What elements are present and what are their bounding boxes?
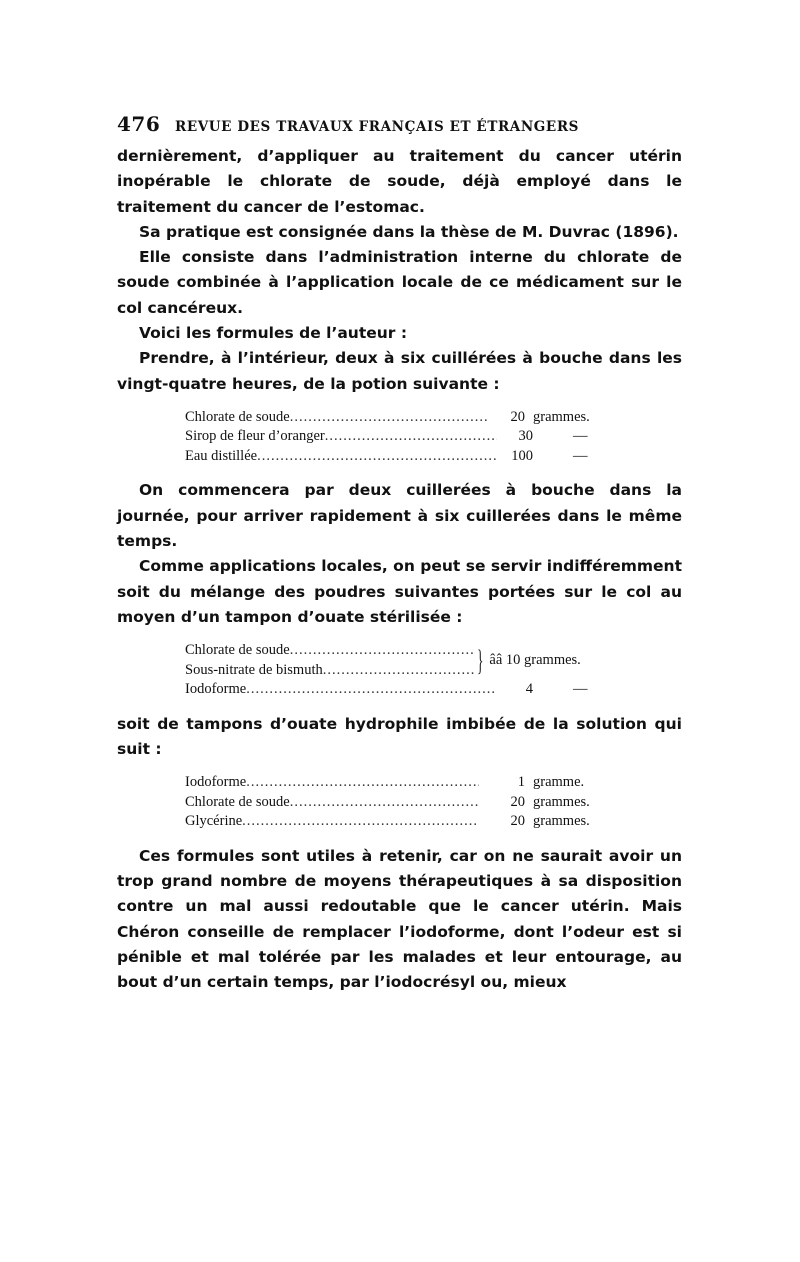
ingredient-name: Iodoforme [185, 681, 247, 698]
ingredient-quantity: 20 [510, 408, 525, 425]
page-number: 476 [117, 112, 161, 136]
leader-dots [290, 641, 475, 661]
formula-row [185, 793, 625, 813]
ingredient-unit: grammes. [533, 408, 590, 425]
ingredient-name: Iodoforme [185, 774, 247, 791]
ingredient-quantity: 4 [525, 681, 533, 698]
page-header [117, 112, 682, 144]
running-head: REVUE DES TRAVAUX FRANÇAIS ET ÉTRANGERS [175, 119, 579, 135]
formula-row [185, 773, 625, 793]
ingredient-name: Chlorate de soude [185, 642, 290, 659]
formula-row [185, 447, 625, 467]
ingredient-quantity: 20 [510, 793, 525, 810]
formula-powders [185, 641, 625, 700]
ingredient-quantity: 30 [518, 428, 533, 445]
leader-dots [246, 773, 479, 793]
formula-row [185, 408, 625, 428]
leader-dots [325, 427, 497, 447]
leader-dots [242, 812, 479, 832]
paragraph-8: soit de tampons d’ouate hydrophile imbibée de la solution qui suit : [117, 714, 682, 759]
paragraph-6: On commencera par deux cuillerées à bouche dans la journée, pour arriver rapidement à six cuillerées dans le même temps. [117, 481, 682, 551]
formula-row [185, 641, 475, 661]
leader-dots [246, 680, 497, 700]
leader-dots [323, 661, 475, 681]
leader-dots [257, 447, 497, 467]
ingredient-unit: grammes. [533, 813, 590, 830]
ingredient-quantity: 20 [510, 813, 525, 830]
formula-row [185, 427, 625, 447]
formula-row [185, 680, 625, 700]
ingredient-name: Chlorate de soude [185, 408, 290, 425]
formula-solution [185, 773, 625, 832]
leader-dots [290, 408, 489, 428]
ingredient-name: Sirop de fleur d’oranger [185, 428, 325, 445]
ditto-mark: — [573, 681, 588, 698]
ingredient-name: Eau distillée [185, 447, 258, 464]
braced-ingredients [185, 641, 625, 680]
formula-row [185, 812, 625, 832]
ditto-mark: — [573, 428, 588, 445]
paragraph-3: Elle consiste dans l’administration interne du chlorate de soude combinée à l’application locale de ce médicament sur le col cancéreux. [117, 248, 682, 317]
paragraph-7: Comme applications locales, on peut se servir indifféremment soit du mélange des poudres suivantes portées sur le col au moyen d’un tampon d’ouate stérilisée : [117, 557, 682, 626]
paragraph-9: Ces formules sont utiles à retenir, car on ne saurait avoir un trop grand nombre de moyens thérapeutiques à sa disposition contre un mal aussi redoutable que le cancer utérin. Mais Chéron conseille de remplacer l’iodoforme, dont l’odeur est si pénible et mal tolérée par les malades et leur entourage, au bout d’un certain temps, par l’iodocrésyl ou, mieux [117, 846, 682, 992]
ingredient-name: Glycérine [185, 813, 243, 830]
ingredient-quantity: 1 [517, 774, 525, 791]
formula-row [185, 661, 475, 681]
ingredient-name: Chlorate de soude [185, 793, 290, 810]
ingredient-quantity: 100 [511, 447, 533, 464]
book-page [117, 112, 682, 996]
formula-potion [185, 408, 625, 467]
ingredient-unit: gramme. [533, 774, 585, 791]
leader-dots [290, 793, 479, 813]
paragraph-5: Prendre, à l’intérieur, deux à six cuillérées à bouche dans les vingt-quatre heures, de la potion suivante : [117, 349, 682, 393]
ditto-mark: — [573, 447, 588, 464]
paragraph-2: Sa pratique est consignée dans la thèse de M. Duvrac (1896). [139, 222, 679, 241]
curly-brace: } [476, 643, 484, 677]
paragraph-4: Voici les formules de l’auteur : [139, 324, 408, 343]
ingredient-name: Sous-nitrate de bismuth [185, 661, 323, 678]
shared-quantity: ââ 10 grammes. [489, 652, 581, 668]
ingredient-unit: grammes. [533, 793, 590, 810]
paragraph-1: dernièrement, d’appliquer au traitement du cancer utérin inopérable le chlorate de soude, déjà employé dans le traitement du cancer de l’estomac. [117, 147, 682, 216]
